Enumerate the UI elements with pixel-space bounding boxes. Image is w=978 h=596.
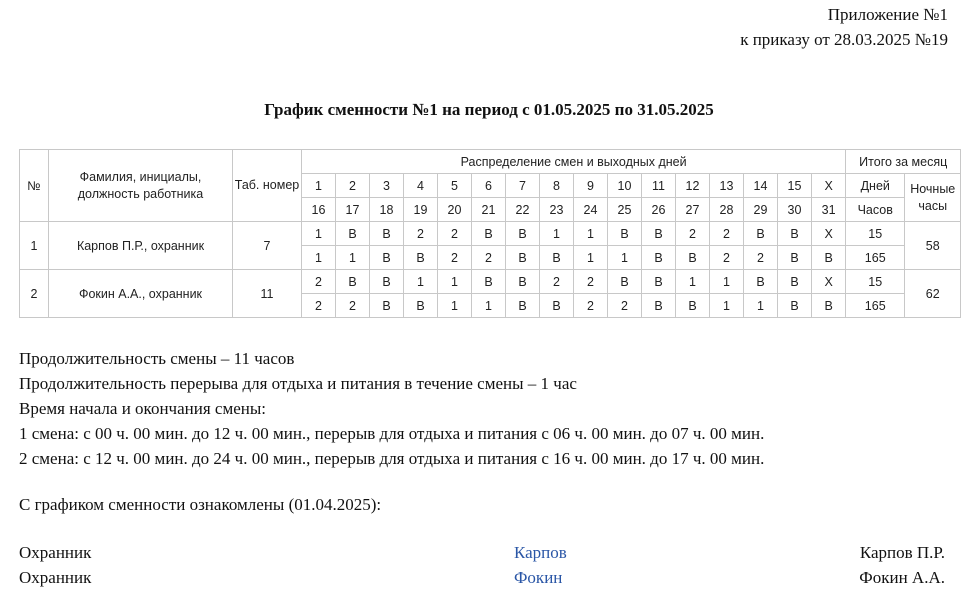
shift-cell: 1: [302, 246, 336, 270]
note-line: Продолжительность перерыва для отдыха и питания в течение смены – 1 час: [19, 374, 577, 393]
shift-cell: 2: [608, 294, 642, 318]
shift-cell: 2: [676, 222, 710, 246]
day-header-cell: 21: [472, 198, 506, 222]
signature-position: Охранник: [19, 568, 92, 587]
day-header-cell: 8: [540, 174, 574, 198]
appendix-line-1: Приложение №1: [827, 5, 948, 24]
header-name: Фамилия, инициалы, должность работника: [49, 150, 233, 222]
shift-cell: В: [608, 222, 642, 246]
shift-cell: 2: [438, 246, 472, 270]
shift-cell: 1: [438, 270, 472, 294]
shift-cell: 2: [710, 222, 744, 246]
shift-cell: В: [608, 270, 642, 294]
shift-cell: 1: [540, 222, 574, 246]
shift-cell: 1: [336, 246, 370, 270]
shift-cell: В: [642, 294, 676, 318]
header-night-hours: Ночные часы: [905, 174, 961, 222]
signature-name: Фокин А.А.: [859, 568, 945, 587]
day-header-cell: 5: [438, 174, 472, 198]
note-line: 1 смена: с 00 ч. 00 мин. до 12 ч. 00 мин., перерыв для отдыха и питания с 06 ч. 00 мин. до 07 ч. 00 мин.: [19, 424, 765, 443]
shift-cell: 2: [302, 294, 336, 318]
employee-name: Фокин А.А., охранник: [49, 270, 233, 318]
shift-cell: В: [540, 246, 574, 270]
shift-cell: 2: [574, 270, 608, 294]
shift-cell: 2: [744, 246, 778, 270]
shift-cell: X: [812, 222, 846, 246]
day-header-cell: 2: [336, 174, 370, 198]
shift-cell: В: [642, 270, 676, 294]
shift-cell: В: [744, 270, 778, 294]
header-distribution: Распределение смен и выходных дней: [302, 150, 846, 174]
header-num: №: [20, 150, 49, 222]
day-header-cell: 9: [574, 174, 608, 198]
day-header-cell: 29: [744, 198, 778, 222]
shift-cell: X: [812, 270, 846, 294]
shift-cell: 1: [302, 222, 336, 246]
day-header-cell: 17: [336, 198, 370, 222]
shift-cell: В: [812, 294, 846, 318]
day-header-cell: 4: [404, 174, 438, 198]
shift-notes: [19, 346, 764, 471]
day-header-cell: 14: [744, 174, 778, 198]
day-header-cell: 18: [370, 198, 404, 222]
shift-cell: 1: [574, 246, 608, 270]
shift-cell: В: [506, 246, 540, 270]
day-header-cell: 16: [302, 198, 336, 222]
day-header-cell: 13: [710, 174, 744, 198]
shift-cell: В: [506, 222, 540, 246]
header-days: Дней: [846, 174, 905, 198]
shift-cell: 2: [472, 246, 506, 270]
shift-cell: В: [778, 246, 812, 270]
employee-number: 2: [20, 270, 49, 318]
day-header-cell: 28: [710, 198, 744, 222]
day-header-cell: 1: [302, 174, 336, 198]
table-row: [20, 270, 961, 294]
shift-cell: 1: [710, 270, 744, 294]
signature-name: Карпов П.Р.: [859, 543, 945, 562]
signature-row: [19, 568, 945, 593]
employee-number: 1: [20, 222, 49, 270]
appendix-line-2: к приказу от 28.03.2025 №19: [740, 30, 948, 49]
shift-cell: В: [540, 294, 574, 318]
shift-cell: 2: [540, 270, 574, 294]
total-hours: 165: [846, 294, 905, 318]
total-days: 15: [846, 222, 905, 246]
note-line: 2 смена: с 12 ч. 00 мин. до 24 ч. 00 мин., перерыв для отдыха и питания с 16 ч. 00 мин. до 17 ч. 00 мин.: [19, 449, 765, 468]
handwritten-signature: Карпов: [514, 543, 567, 562]
employee-tab-number: 11: [233, 270, 302, 318]
acknowledgement-text: С графиком сменности ознакомлены (01.04.2025):: [19, 495, 382, 514]
shift-cell: 2: [336, 294, 370, 318]
day-header-cell: 10: [608, 174, 642, 198]
shift-cell: 1: [744, 294, 778, 318]
day-header-cell: 12: [676, 174, 710, 198]
header-month-total: Итого за месяц: [846, 150, 961, 174]
day-header-cell: 3: [370, 174, 404, 198]
day-header-cell: 23: [540, 198, 574, 222]
shift-cell: 1: [438, 294, 472, 318]
shift-cell: 1: [574, 222, 608, 246]
note-line: Продолжительность смены – 11 часов: [19, 349, 295, 368]
table-row: [20, 222, 961, 246]
day-header-cell: 26: [642, 198, 676, 222]
day-header-cell: 19: [404, 198, 438, 222]
shift-cell: В: [778, 270, 812, 294]
shift-cell: В: [336, 222, 370, 246]
shift-cell: В: [676, 246, 710, 270]
total-hours: 165: [846, 246, 905, 270]
shift-cell: В: [642, 246, 676, 270]
shift-cell: В: [404, 294, 438, 318]
shift-cell: 1: [676, 270, 710, 294]
day-header-cell: 24: [574, 198, 608, 222]
shift-cell: 2: [404, 222, 438, 246]
day-header-cell: 11: [642, 174, 676, 198]
day-header-cell: X: [812, 174, 846, 198]
shift-cell: 2: [574, 294, 608, 318]
day-header-cell: 20: [438, 198, 472, 222]
signature-row: [19, 543, 945, 568]
note-line: Время начала и окончания смены:: [19, 399, 266, 418]
total-days: 15: [846, 270, 905, 294]
day-header-cell: 15: [778, 174, 812, 198]
shift-cell: 2: [710, 246, 744, 270]
night-hours: 62: [905, 270, 961, 318]
handwritten-signature: Фокин: [514, 568, 563, 587]
day-header-cell: 22: [506, 198, 540, 222]
header-hours: Часов: [846, 198, 905, 222]
employee-tab-number: 7: [233, 222, 302, 270]
header-tab-number: Таб. номер: [233, 150, 302, 222]
shift-cell: 2: [438, 222, 472, 246]
shift-schedule-table: [19, 149, 961, 318]
shift-cell: В: [778, 294, 812, 318]
day-header-cell: 25: [608, 198, 642, 222]
shift-cell: В: [778, 222, 812, 246]
shift-cell: 1: [472, 294, 506, 318]
signature-position: Охранник: [19, 543, 92, 562]
shift-cell: В: [472, 270, 506, 294]
shift-cell: В: [812, 246, 846, 270]
appendix-header: [740, 2, 948, 52]
night-hours: 58: [905, 222, 961, 270]
shift-cell: В: [370, 246, 404, 270]
day-header-cell: 6: [472, 174, 506, 198]
employee-name: Карпов П.Р., охранник: [49, 222, 233, 270]
shift-cell: В: [370, 222, 404, 246]
shift-cell: 1: [608, 246, 642, 270]
day-header-cell: 27: [676, 198, 710, 222]
shift-cell: В: [506, 294, 540, 318]
shift-cell: В: [506, 270, 540, 294]
shift-cell: В: [472, 222, 506, 246]
shift-cell: В: [744, 222, 778, 246]
shift-cell: В: [676, 294, 710, 318]
shift-cell: В: [642, 222, 676, 246]
shift-cell: В: [370, 270, 404, 294]
day-header-cell: 7: [506, 174, 540, 198]
shift-cell: В: [370, 294, 404, 318]
shift-cell: В: [336, 270, 370, 294]
day-header-cell: 30: [778, 198, 812, 222]
shift-cell: В: [404, 246, 438, 270]
shift-cell: 2: [302, 270, 336, 294]
shift-cell: 1: [710, 294, 744, 318]
document-title: График сменности №1 на период с 01.05.2025 по 31.05.2025: [264, 100, 714, 119]
shift-cell: 1: [404, 270, 438, 294]
day-header-cell: 31: [812, 198, 846, 222]
